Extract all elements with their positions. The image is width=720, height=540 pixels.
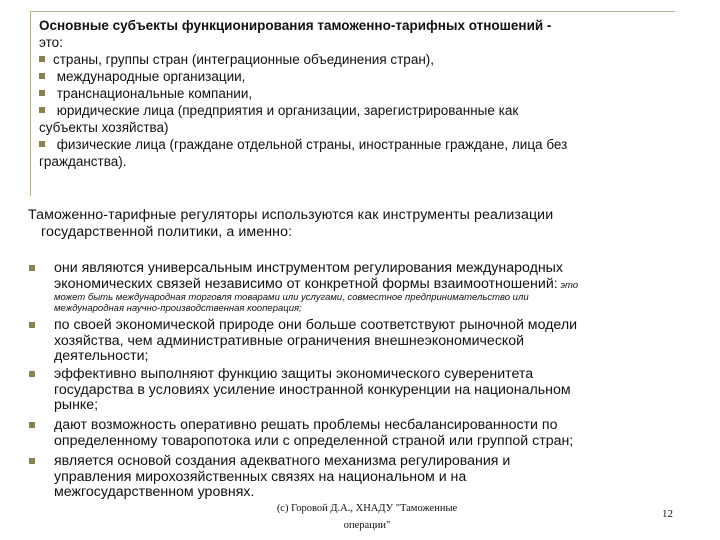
box-bullet-continuation: субъекты хозяйства) xyxy=(39,120,169,135)
box-subtitle: это: xyxy=(39,35,63,50)
list-item xyxy=(28,261,708,318)
box-bullet-continuation: гражданства). xyxy=(39,154,127,169)
box-title: Основные субъекты функционирования таможенно-тарифных отношений - xyxy=(39,18,552,33)
box-bullet-text: международные организации, xyxy=(53,69,246,84)
intro-line: государственной политики, а именно: xyxy=(41,224,293,240)
box-bullet xyxy=(39,85,689,102)
footer-line: операции" xyxy=(343,520,391,531)
square-bullet-icon xyxy=(29,371,35,377)
page-number: 12 xyxy=(662,508,673,520)
item-note-start: это xyxy=(557,279,579,291)
item-line: они являются универсальным инструментом регулирования международных xyxy=(54,260,563,276)
square-bullet-icon xyxy=(29,458,35,464)
item-line: государства в условиях усиление иностранной конкуренции на национальном xyxy=(54,381,571,398)
item-line: является основой создания адекватного механизма регулирования и xyxy=(54,453,511,469)
square-bullet-icon xyxy=(29,322,35,328)
item-line: управления мирохозяйственных связях на национальном и на xyxy=(54,468,467,485)
box-bullet-text: транснациональные компании, xyxy=(53,86,253,101)
square-bullet-icon xyxy=(39,141,45,147)
square-bullet-icon xyxy=(39,90,45,96)
item-line xyxy=(54,277,708,293)
list-item xyxy=(28,367,708,418)
intro-line: Таможенно-тарифные регуляторы используются как инструменты реализации xyxy=(28,207,554,223)
item-note: может быть международная торговля товарами или услугами, совместное предпринимательство или xyxy=(54,292,529,303)
box-bullet-text: страны, группы стран (интеграционные объединения стран), xyxy=(53,52,435,67)
box-bullet xyxy=(39,102,689,119)
item-line: межгосударственном уровнях. xyxy=(54,484,255,500)
list-item xyxy=(28,318,708,367)
footer-line: (с) Горовой Д.А., ХНАДУ "Таможенные xyxy=(276,503,458,514)
box-bullet-text: юридические лица (предприятия и организации, зарегистрированные как xyxy=(53,103,519,118)
footer-credit xyxy=(262,500,472,534)
item-line-text: экономических связей независимо от конкретной формы взаимоотношений: xyxy=(54,275,558,292)
list-item xyxy=(28,418,708,454)
box-bullet xyxy=(39,51,689,68)
item-line: рынке; xyxy=(54,397,99,413)
item-note: международная научно-производственная кооперация; xyxy=(54,303,302,314)
square-bullet-icon xyxy=(29,265,35,271)
list-item xyxy=(28,454,708,501)
item-line: по своей экономической природе они больше соответствуют рыночной модели xyxy=(54,317,578,333)
box-bullet xyxy=(39,136,689,153)
item-line: эффективно выполняют функцию защиты экономического суверенитета xyxy=(54,366,534,382)
square-bullet-icon xyxy=(39,73,45,79)
square-bullet-icon xyxy=(39,56,45,62)
regulators-list xyxy=(28,261,708,501)
square-bullet-icon xyxy=(39,107,45,113)
item-line: определенному товаропотока или с определенной страной или группой стран; xyxy=(54,432,574,449)
box-bullet xyxy=(39,68,689,85)
item-line: хозяйства, чем административные ограничения внешнеэкономической xyxy=(54,332,525,349)
item-line: дают возможность оперативно решать проблемы несбалансированности по xyxy=(54,417,558,433)
intro-paragraph xyxy=(28,207,698,241)
square-bullet-icon xyxy=(29,422,35,428)
subjects-box xyxy=(39,17,689,170)
item-line: деятельности; xyxy=(54,348,149,364)
box-bullet-text: физические лица (граждане отдельной страны, иностранные граждане, лица без xyxy=(53,137,568,152)
